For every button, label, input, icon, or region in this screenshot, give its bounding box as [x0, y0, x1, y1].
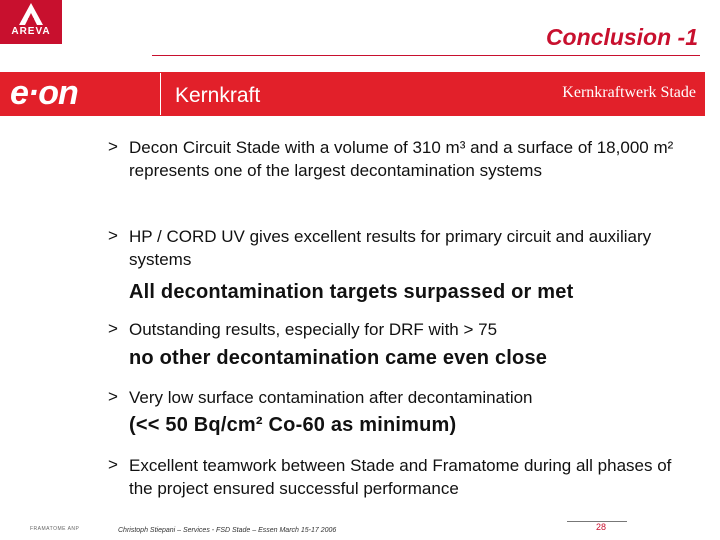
bullet-4: [108, 386, 688, 409]
bullet-marker-icon: >: [108, 226, 118, 245]
areva-logo: [0, 0, 62, 44]
footer-company: FRAMATOME ANP: [30, 526, 80, 532]
footer-credit: Christoph Stiepani – Services - FSD Stade – Essen March 15-17 2006: [118, 527, 337, 534]
bullet-text: Very low surface contamination after decontamination: [129, 388, 533, 407]
eon-logo: e·on: [10, 74, 78, 112]
bullet-emphasis: All decontamination targets surpassed or met: [129, 281, 574, 303]
bullet-5: [108, 454, 688, 500]
bullet-text: HP / CORD UV gives excellent results for primary circuit and auxiliary systems: [129, 227, 652, 269]
bullet-text: Decon Circuit Stade with a volume of 310 m³ and a surface of 18,000 m² represents one of the largest decontamination systems: [129, 138, 674, 180]
bullet-2: [108, 225, 688, 271]
bullet-1: [108, 136, 688, 182]
bullet-text: Excellent teamwork between Stade and Framatome during all phases of the project ensured successful performance: [129, 456, 672, 498]
areva-mark-icon: [19, 3, 43, 25]
banner-divider: [160, 73, 161, 115]
bullet-marker-icon: >: [108, 319, 118, 338]
plant-name: Kernkraftwerk Stade: [562, 84, 696, 101]
title-rule: [152, 55, 700, 56]
page-number: 28: [596, 522, 607, 532]
bullet-3: [108, 318, 688, 341]
bullet-marker-icon: >: [108, 387, 118, 406]
brand-division: Kernkraft: [175, 84, 261, 107]
areva-logo-text: AREVA: [11, 26, 51, 37]
bullet-marker-icon: >: [108, 137, 118, 156]
bullet-emphasis: (<< 50 Bq/cm² Co-60 as minimum): [129, 414, 457, 436]
bullet-emphasis: no other decontamination came even close: [129, 347, 548, 369]
bullet-marker-icon: >: [108, 455, 118, 474]
bullet-text: Outstanding results, especially for DRF with > 75: [129, 320, 498, 339]
slide-title: Conclusion -1: [545, 24, 698, 50]
